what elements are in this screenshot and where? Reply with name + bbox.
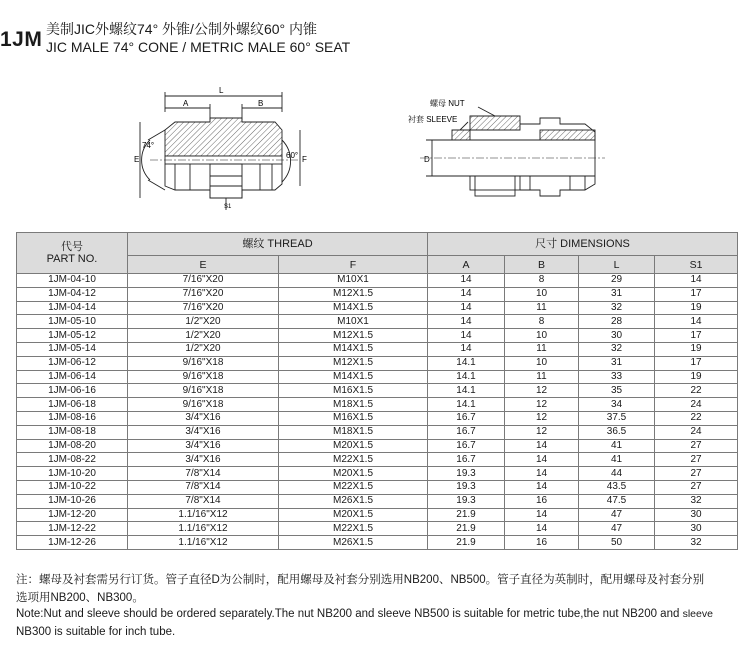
dim-b-cell: 10 (505, 287, 579, 301)
part-no-cell: 1JM-04-14 (17, 301, 128, 315)
part-no-cell: 1JM-06-12 (17, 356, 128, 370)
table-row (17, 287, 738, 301)
part-no-cell: 1JM-12-20 (17, 508, 128, 522)
dim-s1-cell: 19 (655, 342, 738, 356)
label-60-angle: 60° (286, 151, 299, 160)
dim-l-cell: 43.5 (579, 480, 655, 494)
thread-f-cell: M14X1.5 (279, 370, 428, 384)
dim-l-cell: 32 (579, 301, 655, 315)
label-B: B (258, 99, 264, 108)
dim-a-cell: 14.1 (428, 356, 505, 370)
dim-a-cell: 14.1 (428, 370, 505, 384)
part-no-cell: 1JM-06-16 (17, 384, 128, 398)
dim-b-cell: 16 (505, 494, 579, 508)
part-no-cell: 1JM-08-16 (17, 411, 128, 425)
thread-e-cell: 3/4"X16 (128, 411, 279, 425)
dim-l-cell: 32 (579, 342, 655, 356)
dim-a-cell: 14.1 (428, 398, 505, 412)
dim-a-cell: 14 (428, 315, 505, 329)
dim-l-cell: 37.5 (579, 411, 655, 425)
dim-s1-cell: 30 (655, 508, 738, 522)
label-D: D (424, 155, 430, 164)
dim-a-cell: 21.9 (428, 508, 505, 522)
dim-a-cell: 14 (428, 287, 505, 301)
thread-f-cell: M18X1.5 (279, 425, 428, 439)
dim-b-cell: 11 (505, 370, 579, 384)
label-A: A (183, 99, 189, 108)
table-row (17, 536, 738, 550)
thread-e-cell: 9/16"X18 (128, 370, 279, 384)
dim-a-cell: 21.9 (428, 536, 505, 550)
thread-f-cell: M12X1.5 (279, 287, 428, 301)
thread-f-cell: M20X1.5 (279, 508, 428, 522)
dim-l-cell: 33 (579, 370, 655, 384)
label-L: L (219, 86, 224, 95)
thread-f-cell: M18X1.5 (279, 398, 428, 412)
table-row (17, 467, 738, 481)
dim-l-cell: 35 (579, 384, 655, 398)
dim-s1-cell: 27 (655, 453, 738, 467)
dim-a-cell: 14.1 (428, 384, 505, 398)
table-row (17, 453, 738, 467)
thread-e-cell: 9/16"X18 (128, 384, 279, 398)
dim-b-cell: 14 (505, 453, 579, 467)
dim-b-cell: 16 (505, 536, 579, 550)
dim-l-cell: 47 (579, 508, 655, 522)
dim-a-cell: 16.7 (428, 425, 505, 439)
thread-e-cell: 9/16"X18 (128, 356, 279, 370)
part-no-cell: 1JM-08-18 (17, 425, 128, 439)
table-row (17, 522, 738, 536)
thread-header: 螺纹 THREAD (128, 233, 428, 256)
dim-s1-cell: 24 (655, 398, 738, 412)
dim-b-cell: 14 (505, 508, 579, 522)
dim-l-cell: 41 (579, 453, 655, 467)
dim-b-cell: 12 (505, 425, 579, 439)
table-row (17, 480, 738, 494)
dim-s1-cell: 19 (655, 370, 738, 384)
part-no-cell: 1JM-04-10 (17, 274, 128, 288)
table-row (17, 494, 738, 508)
thread-e-cell: 7/16"X20 (128, 274, 279, 288)
dim-l-cell: 31 (579, 287, 655, 301)
thread-e-cell: 7/16"X20 (128, 301, 279, 315)
thread-e-cell: 1/2"X20 (128, 315, 279, 329)
table-row (17, 329, 738, 343)
dim-s1-cell: 22 (655, 384, 738, 398)
dim-b-cell: 11 (505, 301, 579, 315)
dim-l-cell: 47 (579, 522, 655, 536)
dim-b-cell: 8 (505, 315, 579, 329)
dim-a-cell: 19.3 (428, 467, 505, 481)
dim-b-cell: 12 (505, 411, 579, 425)
dim-a-cell: 16.7 (428, 411, 505, 425)
dim-s1-cell: 27 (655, 480, 738, 494)
thread-f-cell: M22X1.5 (279, 453, 428, 467)
dim-a-cell: 14 (428, 301, 505, 315)
note-english (16, 605, 746, 641)
thread-e-cell: 3/4"X16 (128, 453, 279, 467)
fitting-drawing (140, 92, 300, 210)
dim-l-cell: 28 (579, 315, 655, 329)
col-header-A: A (428, 256, 505, 274)
thread-f-cell: M16X1.5 (279, 411, 428, 425)
dim-l-cell: 47.5 (579, 494, 655, 508)
thread-e-cell: 9/16"X18 (128, 398, 279, 412)
thread-f-cell: M26X1.5 (279, 494, 428, 508)
dim-s1-cell: 24 (655, 425, 738, 439)
note-chinese-line1: 注：螺母及衬套需另行订货。管子直径D为公制时，配用螺母及衬套分别选用NB200、NB500。管子直径为英制时，配用螺母及衬套分别 (16, 574, 705, 586)
table-row (17, 508, 738, 522)
thread-e-cell: 3/4"X16 (128, 439, 279, 453)
dim-b-cell: 12 (505, 398, 579, 412)
dim-b-cell: 11 (505, 342, 579, 356)
title-chinese: 美制JIC外螺纹74° 外锥/公制外螺纹60° 内锥 (46, 21, 318, 37)
thread-f-cell: M12X1.5 (279, 329, 428, 343)
dim-b-cell: 10 (505, 356, 579, 370)
dimensions-header: 尺寸 DIMENSIONS (428, 233, 738, 256)
part-no-cell: 1JM-10-22 (17, 480, 128, 494)
dim-b-cell: 12 (505, 384, 579, 398)
dim-a-cell: 14 (428, 274, 505, 288)
thread-f-cell: M26X1.5 (279, 536, 428, 550)
dim-s1-cell: 32 (655, 536, 738, 550)
dim-b-cell: 14 (505, 439, 579, 453)
table-row (17, 398, 738, 412)
table-row (17, 439, 738, 453)
dim-s1-cell: 27 (655, 439, 738, 453)
thread-e-cell: 1/2"X20 (128, 342, 279, 356)
thread-f-cell: M20X1.5 (279, 467, 428, 481)
label-nut: 螺母 NUT (430, 99, 465, 108)
thread-f-cell: M16X1.5 (279, 384, 428, 398)
dim-b-cell: 8 (505, 274, 579, 288)
dim-a-cell: 16.7 (428, 453, 505, 467)
spec-table (16, 232, 738, 550)
dim-l-cell: 31 (579, 356, 655, 370)
dim-l-cell: 30 (579, 329, 655, 343)
thread-e-cell: 1.1/16"X12 (128, 536, 279, 550)
part-no-cell: 1JM-05-10 (17, 315, 128, 329)
col-header-B: B (505, 256, 579, 274)
note-chinese-line2: 选项用NB200、NB300。 (16, 592, 144, 604)
table-row (17, 370, 738, 384)
thread-f-cell: M14X1.5 (279, 301, 428, 315)
product-code: 1JM (0, 28, 43, 51)
table-row (17, 315, 738, 329)
dim-s1-cell: 14 (655, 315, 738, 329)
label-S1: S1 (224, 204, 232, 210)
note-english-line1-small: sleeve (682, 608, 713, 620)
dim-l-cell: 50 (579, 536, 655, 550)
thread-e-cell: 1.1/16"X12 (128, 522, 279, 536)
table-row (17, 342, 738, 356)
thread-f-cell: M22X1.5 (279, 480, 428, 494)
thread-e-cell: 1/2"X20 (128, 329, 279, 343)
note-english-line1 (16, 605, 746, 623)
spec-table-body (17, 274, 738, 550)
part-no-cell: 1JM-08-22 (17, 453, 128, 467)
table-row (17, 301, 738, 315)
col-header-L: L (579, 256, 655, 274)
dim-b-cell: 14 (505, 480, 579, 494)
thread-e-cell: 7/8"X14 (128, 467, 279, 481)
thread-f-cell: M20X1.5 (279, 439, 428, 453)
thread-e-cell: 7/16"X20 (128, 287, 279, 301)
part-no-header-en: PART NO. (46, 253, 98, 265)
col-header-F: F (279, 256, 428, 274)
dim-b-cell: 14 (505, 467, 579, 481)
table-row (17, 411, 738, 425)
col-header-E: E (128, 256, 279, 274)
dim-l-cell: 41 (579, 439, 655, 453)
table-row (17, 384, 738, 398)
dim-a-cell: 21.9 (428, 522, 505, 536)
part-no-cell: 1JM-10-26 (17, 494, 128, 508)
part-no-cell: 1JM-06-18 (17, 398, 128, 412)
thread-f-cell: M10X1 (279, 315, 428, 329)
part-no-header (17, 233, 128, 274)
part-no-cell: 1JM-08-20 (17, 439, 128, 453)
note-english-line1-main: Note:Nut and sleeve should be ordered separately.The nut NB200 and sleeve NB500 is suitable for metric tube,the nut NB200 and (16, 608, 680, 620)
part-no-cell: 1JM-05-14 (17, 342, 128, 356)
thread-f-cell: M22X1.5 (279, 522, 428, 536)
table-row (17, 356, 738, 370)
table-row (17, 425, 738, 439)
table-row (17, 274, 738, 288)
dim-l-cell: 29 (579, 274, 655, 288)
dim-s1-cell: 19 (655, 301, 738, 315)
thread-f-cell: M12X1.5 (279, 356, 428, 370)
thread-e-cell: 7/8"X14 (128, 480, 279, 494)
label-F: F (302, 155, 307, 164)
note-chinese (16, 571, 746, 607)
thread-e-cell: 3/4"X16 (128, 425, 279, 439)
label-sleeve: 衬套 SLEEVE (408, 115, 458, 124)
dim-b-cell: 14 (505, 522, 579, 536)
part-no-cell: 1JM-04-12 (17, 287, 128, 301)
dim-l-cell: 44 (579, 467, 655, 481)
dim-s1-cell: 17 (655, 356, 738, 370)
dim-a-cell: 19.3 (428, 480, 505, 494)
technical-drawing (0, 70, 750, 228)
dim-l-cell: 36.5 (579, 425, 655, 439)
part-no-cell: 1JM-06-14 (17, 370, 128, 384)
dim-s1-cell: 27 (655, 467, 738, 481)
dim-l-cell: 34 (579, 398, 655, 412)
dim-s1-cell: 14 (655, 274, 738, 288)
dim-a-cell: 19.3 (428, 494, 505, 508)
dim-s1-cell: 30 (655, 522, 738, 536)
label-E: E (134, 155, 140, 164)
part-no-cell: 1JM-12-26 (17, 536, 128, 550)
note-english-line2: NB300 is suitable for inch tube. (16, 626, 176, 638)
thread-f-cell: M10X1 (279, 274, 428, 288)
thread-e-cell: 1.1/16"X12 (128, 508, 279, 522)
col-header-S1: S1 (655, 256, 738, 274)
dim-a-cell: 14 (428, 329, 505, 343)
thread-e-cell: 7/8"X14 (128, 494, 279, 508)
part-no-cell: 1JM-12-22 (17, 522, 128, 536)
part-no-cell: 1JM-05-12 (17, 329, 128, 343)
dim-b-cell: 10 (505, 329, 579, 343)
part-no-header-cn: 代号 (61, 241, 83, 253)
label-74-angle: 74° (142, 141, 155, 150)
thread-f-cell: M14X1.5 (279, 342, 428, 356)
dim-s1-cell: 32 (655, 494, 738, 508)
part-no-cell: 1JM-10-20 (17, 467, 128, 481)
dim-s1-cell: 22 (655, 411, 738, 425)
title-english: JIC MALE 74° CONE / METRIC MALE 60° SEAT (46, 39, 351, 55)
dim-a-cell: 14 (428, 342, 505, 356)
dim-s1-cell: 17 (655, 329, 738, 343)
dim-a-cell: 16.7 (428, 439, 505, 453)
dim-s1-cell: 17 (655, 287, 738, 301)
